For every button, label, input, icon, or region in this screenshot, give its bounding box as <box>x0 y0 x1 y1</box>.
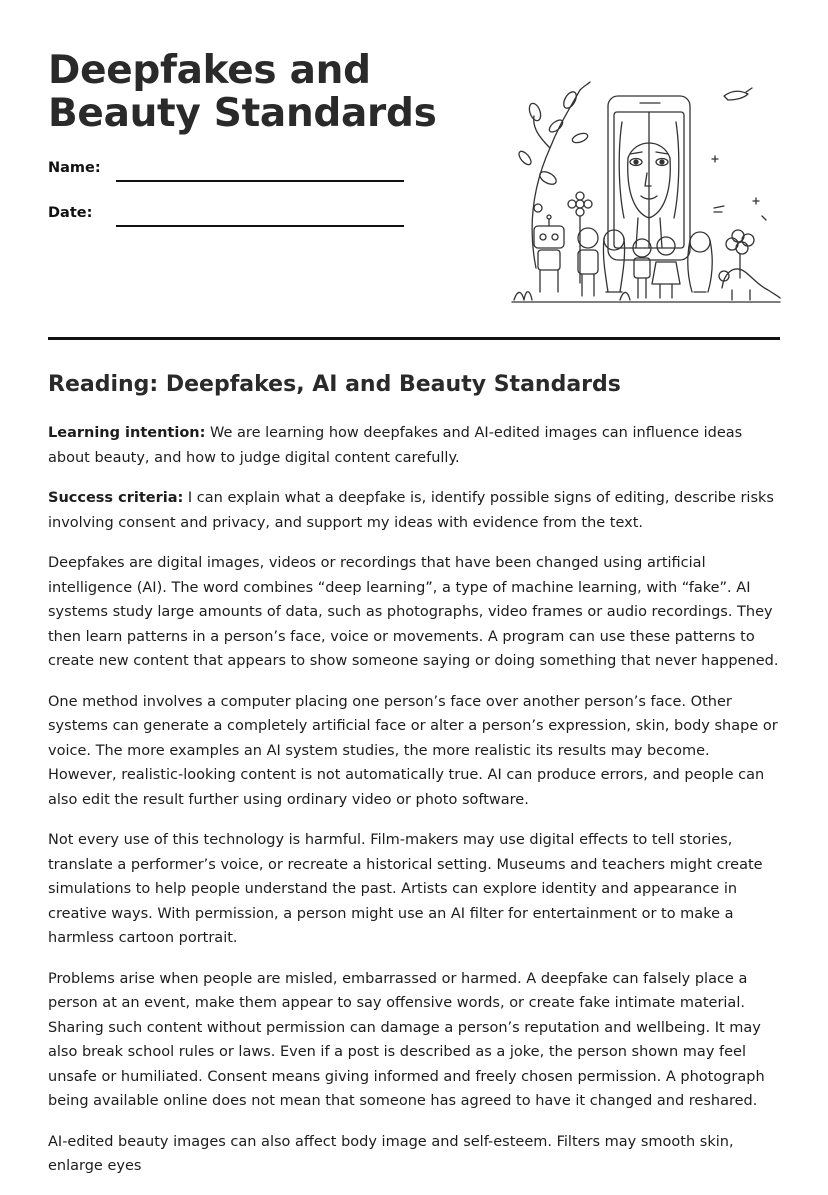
learning-intention-label: Learning intention: <box>48 425 206 441</box>
paragraph-1: Deepfakes are digital images, videos or recordings that have been changed using artificial intelligence (AI). The word combines “deep learning”, a type of machine learning, with “fake”. AI systems study large amounts of data, such as photographs, video frames or audio recordings. They then learn patterns in a person’s face, voice or movements. A program can use these patterns to create new content that appears to show someone saying or doing something that never happened. <box>48 555 779 669</box>
page-title: Deepfakes and Beauty Standards <box>48 48 437 136</box>
success-criteria-label: Success criteria: <box>48 490 184 506</box>
reading-body <box>48 421 782 1195</box>
date-label: Date: <box>48 205 93 221</box>
paragraph-5: AI-edited beauty images can also affect body image and self-esteem. Filters may smooth skin, enlarge eyes <box>48 1133 734 1174</box>
success-criteria <box>48 486 782 535</box>
learning-intention <box>48 421 782 470</box>
header-divider <box>48 337 780 340</box>
paragraph-4: Problems arise when people are misled, embarrassed or harmed. A deepfake can falsely place a person at an event, make them appear to say offensive words, or create fake intimate material. Sharing such content without permission can damage a person’s reputation and wellbeing. It may also break school rules or laws. Even if a post is described as a joke, the person shown may feel unsafe or humiliated. Consent means giving informed and freely chosen permission. A photograph being available online does not mean that someone has agreed to have it changed and reshared. <box>48 970 765 1109</box>
success-criteria-text: I can explain what a deepfake is, identify possible signs of editing, describe risks involving consent and privacy, and support my ideas with evidence from the text. <box>48 490 774 531</box>
section-heading: Reading: Deepfakes, AI and Beauty Standards <box>48 372 621 397</box>
paragraph-3: Not every use of this technology is harmful. Film-makers may use digital effects to tell stories, translate a performer’s voice, or recreate a historical setting. Museums and teachers might create simulations to help people understand the past. Artists can explore identity and appearance in creative ways. With permission, a person might use an AI filter for entertainment or to make a harmless cartoon portrait. <box>48 832 763 946</box>
name-label: Name: <box>48 160 101 176</box>
learning-intention-text: We are learning how deepfakes and AI-edited images can influence ideas about beauty, and how to judge digital content carefully. <box>48 425 743 466</box>
date-input-line[interactable] <box>116 225 404 227</box>
name-input-line[interactable] <box>116 180 404 182</box>
phone-face-children-illustration <box>510 78 782 306</box>
paragraph-2: One method involves a computer placing one person’s face over another person’s face. Other systems can generate a completely artificial face or alter a person’s expression, skin, body shape or voice. The more examples an AI system studies, the more realistic its results may become. However, realistic-looking content is not automatically true. AI can produce errors, and people can also edit the result further using ordinary video or photo software. <box>48 693 778 808</box>
